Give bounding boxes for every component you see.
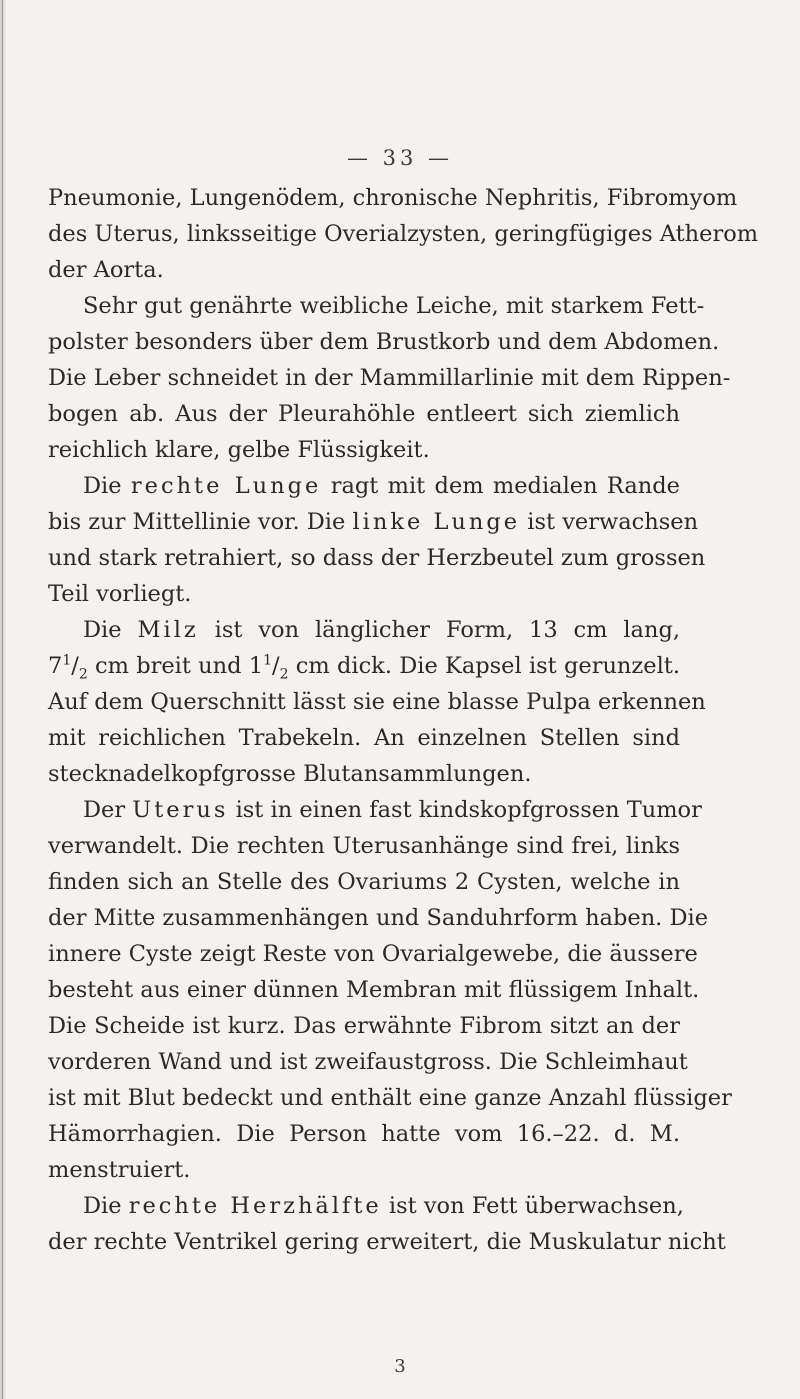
- text-line-9: [48, 468, 680, 504]
- fraction-num: 1: [263, 652, 273, 669]
- word: cm dick. Die Kapsel ist gerunzelt.: [295, 653, 680, 679]
- text-line-12: Teil vorliegt.: [48, 581, 192, 607]
- word: Die: [83, 473, 122, 499]
- text-line-27: Hämorrhagien. Die Person hatte vom 16.–22. d. M.: [48, 1121, 680, 1147]
- text-line-20: finden sich an Stelle des Ovariums 2 Cysten, welche in: [48, 869, 680, 895]
- text-line-17: stecknadelkopfgrosse Blutansammlungen.: [48, 761, 532, 787]
- fraction-den: 2: [78, 666, 88, 683]
- fraction-whole: 7: [48, 653, 63, 679]
- text-line-24: Die Scheide ist kurz. Das erwähnte Fibrom sitzt an der: [48, 1013, 680, 1039]
- body-text: [48, 180, 759, 1260]
- text-line-18: [48, 792, 702, 828]
- fraction: [48, 652, 88, 683]
- text-line-2: des Uterus, linksseitige Overialzysten, geringfügiges Atherom: [48, 221, 759, 247]
- word: ist in einen fast kindskopfgrossen Tumor: [235, 797, 702, 823]
- text-line-3: der Aorta.: [48, 257, 164, 283]
- word: ragt mit dem medialen Rande: [330, 473, 680, 499]
- text-line-13: [48, 612, 680, 648]
- spaced-term: linke Lunge: [352, 509, 521, 535]
- text-line-21: der Mitte zusammenhängen und Sanduhrform haben. Die: [48, 905, 709, 931]
- word: Die: [83, 1193, 122, 1219]
- word: Die: [83, 617, 122, 643]
- word: bis zur Mittellinie vor. Die: [48, 509, 346, 535]
- text-line-16: mit reichlichen Trabekeln. An einzelnen Stellen sind: [48, 725, 680, 751]
- text-line-15: Auf dem Querschnitt lässt sie eine blasse Pulpa erkennen: [48, 689, 706, 715]
- word: cm breit und 1: [95, 653, 264, 679]
- spaced-term: Uterus: [132, 797, 229, 823]
- word: Der: [83, 797, 126, 823]
- fraction-slash: /: [272, 653, 280, 679]
- spaced-term: Milz: [137, 617, 199, 643]
- text-line-10: [48, 504, 699, 540]
- text-line-6: Die Leber schneidet in der Mammillarlinie mit dem Rippen-: [48, 365, 731, 391]
- text-line-23: besteht aus einer dünnen Membran mit flüssigem Inhalt.: [48, 977, 700, 1003]
- text-line-14: [48, 648, 680, 684]
- signature-mark: 3: [394, 1356, 406, 1377]
- word: ist von länglicher Form, 13 cm lang,: [214, 617, 681, 643]
- word: ist verwachsen: [527, 509, 699, 535]
- text-line-11: und stark retrahiert, so dass der Herzbeutel zum grossen: [48, 545, 706, 571]
- text-line-22: innere Cyste zeigt Reste von Ovarialgewebe, die äussere: [48, 941, 698, 967]
- fraction-num: 1: [62, 652, 72, 669]
- fraction-den: 2: [279, 666, 289, 683]
- text-line-26: ist mit Blut bedeckt und enthält eine ganze Anzahl flüssiger: [48, 1085, 732, 1111]
- text-line-7: bogen ab. Aus der Pleurahöhle entleert sich ziemlich: [48, 401, 680, 427]
- page-edge-shadow: [0, 0, 6, 1399]
- text-line-19: verwandelt. Die rechten Uterusanhänge sind frei, links: [48, 833, 680, 859]
- word: ist von Fett überwachsen,: [388, 1193, 684, 1219]
- text-line-25: vorderen Wand und ist zweifaustgross. Die Schleimhaut: [48, 1049, 688, 1075]
- text-line-8: reichlich klare, gelbe Flüssigkeit.: [48, 437, 430, 463]
- spaced-term: rechte Lunge: [130, 473, 322, 499]
- text-line-30: der rechte Ventrikel gering erweitert, die Muskulatur nicht: [48, 1229, 726, 1255]
- text-line-4: Sehr gut genährte weibliche Leiche, mit starkem Fett-: [83, 293, 705, 319]
- text-line-5: polster besonders über dem Brustkorb und dem Abdomen.: [48, 329, 720, 355]
- text-line-1: Pneumonie, Lungenödem, chronische Nephritis, Fibromyom: [48, 185, 738, 211]
- text-line-28: menstruiert.: [48, 1157, 191, 1183]
- fraction-slash: /: [71, 653, 79, 679]
- text-line-29: [48, 1188, 684, 1224]
- spaced-term: rechte Herzhälfte: [128, 1193, 382, 1219]
- page-number: — 33 —: [346, 146, 454, 170]
- page-edge-line: [2, 0, 3, 1399]
